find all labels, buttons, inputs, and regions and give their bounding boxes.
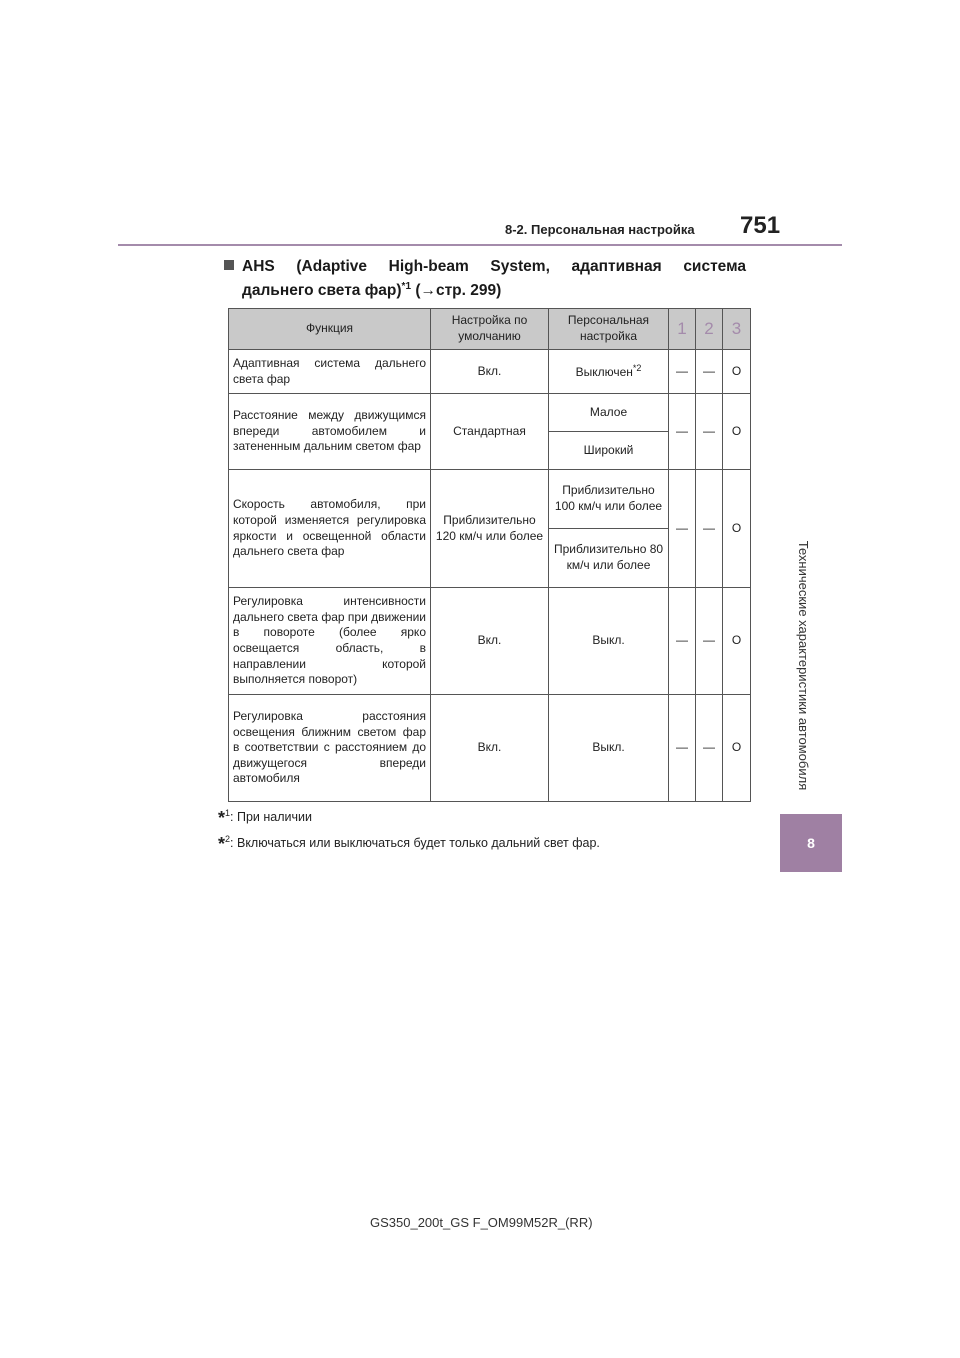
title-word: (Adaptive <box>296 258 368 275</box>
default-cell: Вкл. <box>431 350 549 394</box>
section-title <box>224 255 746 303</box>
personal-cell: Выкл. <box>549 695 669 802</box>
default-cell: Вкл. <box>431 588 549 695</box>
page-reference-link[interactable]: (→стр. 299) <box>415 282 502 300</box>
function-cell: Расстояние между движущимся впереди автомобилем и затененным дальним светом фар <box>229 394 431 470</box>
chapter-side-title <box>774 520 834 810</box>
title-word: система <box>683 258 746 275</box>
header-col2 <box>696 309 723 350</box>
page-number: 751 <box>740 212 781 239</box>
footnote-number: 2 <box>225 834 231 844</box>
footnote-number: 1 <box>225 808 231 818</box>
header-divider <box>118 244 842 246</box>
title-footnote-mark: *1 <box>401 281 411 293</box>
header-col1 <box>669 309 696 350</box>
function-cell: Скорость автомобиля, при которой изменяется регулировка яркости и освещенной области дальнего света фар <box>229 470 431 588</box>
default-cell: Приблизительно 120 км/ч или более <box>431 470 549 588</box>
col3-cell: O <box>723 350 751 394</box>
table-row <box>229 695 751 802</box>
col2-cell: — <box>696 394 723 470</box>
col3-cell: O <box>723 394 751 470</box>
footnote-mark: *2 <box>632 362 642 373</box>
chapter-tab[interactable]: 8 <box>780 814 842 872</box>
col3-cell: O <box>723 695 751 802</box>
footnote-text: : Включаться или выключаться будет только дальний свет фар. <box>230 836 600 851</box>
function-cell: Регулировка расстояния освещения ближним светом фар в соответствии с расстоянием до движущегося впереди автомобиля <box>229 695 431 802</box>
personal-cell: Широкий <box>549 432 669 470</box>
circled-2-icon: 2 <box>704 318 714 338</box>
header-personal: Персональная настройка <box>549 309 669 350</box>
footnote-text: : При наличии <box>230 810 312 825</box>
footnote <box>218 808 312 829</box>
asterisk-mark: * <box>218 834 226 855</box>
col1-cell: — <box>669 350 696 394</box>
personal-cell: Приблизительно 100 км/ч или более <box>549 470 669 529</box>
title-word: System, <box>490 258 550 275</box>
asterisk-mark: * <box>218 808 226 829</box>
circled-1-icon: 1 <box>677 318 687 338</box>
col2-cell: — <box>696 470 723 588</box>
table-row <box>229 470 751 529</box>
settings-table <box>228 308 751 802</box>
personal-cell: Выключен$^{*2}$ <box>549 350 669 394</box>
header-default: Настройка по умолчанию <box>431 309 549 350</box>
table-row <box>229 350 751 394</box>
header-function: Функция <box>229 309 431 350</box>
document-code: GS350_200t_GS F_OM99M52R_(RR) <box>370 1215 593 1230</box>
personal-cell: Выкл. <box>549 588 669 695</box>
col1-cell: — <box>669 394 696 470</box>
default-cell: Вкл. <box>431 695 549 802</box>
col2-cell: — <box>696 588 723 695</box>
personal-cell: Малое <box>549 394 669 432</box>
col1-cell: — <box>669 695 696 802</box>
col3-cell: O <box>723 588 751 695</box>
title-word: AHS <box>224 255 275 279</box>
table-row <box>229 588 751 695</box>
square-bullet-icon <box>224 260 234 270</box>
chapter-title-text: Технические характеристики автомобиля <box>796 540 812 790</box>
default-cell: Стандартная <box>431 394 549 470</box>
col2-cell: — <box>696 350 723 394</box>
section-heading: 8-2. Персональная настройка <box>505 222 695 237</box>
col3-cell: O <box>723 470 751 588</box>
personal-cell: Приблизительно 80 км/ч или более <box>549 529 669 588</box>
circled-3-icon: 3 <box>731 318 742 338</box>
col2-cell: — <box>696 695 723 802</box>
title-word: High-beam <box>388 258 469 275</box>
title-word: адаптивная <box>571 258 662 275</box>
function-cell: Адаптивная система дальнего света фар <box>229 350 431 394</box>
table-row <box>229 394 751 432</box>
col1-cell: — <box>669 588 696 695</box>
footnote <box>218 834 600 855</box>
header-col3 <box>723 309 751 350</box>
function-cell: Регулировка интенсивности дальнего света фар при движении в повороте (более ярко освещается область, в направлении которой выполняется поворот) <box>229 588 431 695</box>
title-line2: дальнего света фар) <box>242 282 402 300</box>
col1-cell: — <box>669 470 696 588</box>
